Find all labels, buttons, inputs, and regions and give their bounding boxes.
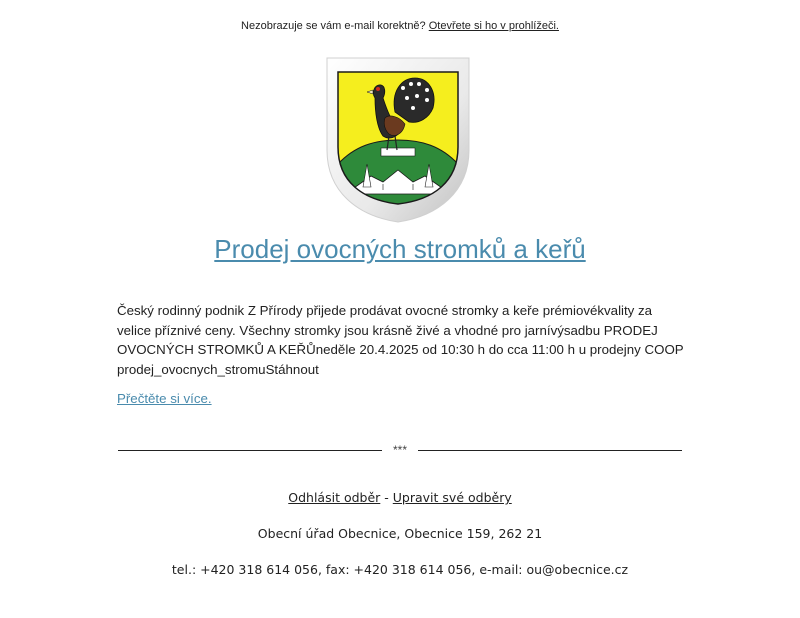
footer-address: Obecní úřad Obecnice, Obecnice 159, 262 21 <box>257 526 543 541</box>
section-divider <box>118 442 682 458</box>
footer-links <box>0 490 800 505</box>
divider-line-right <box>418 450 682 451</box>
preheader-text: Nezobrazuje se vám e-mail korektně? <box>241 20 429 32</box>
read-more-link[interactable]: Přečtěte si více. <box>117 391 212 406</box>
read-more <box>117 391 212 406</box>
article-title-link[interactable]: Prodej ovocných stromků a keřů <box>214 234 586 264</box>
municipal-coat-of-arms-icon <box>323 52 473 227</box>
divider-line-left <box>118 450 382 451</box>
unsubscribe-link[interactable]: Odhlásit odběr <box>288 490 381 505</box>
open-in-browser-link[interactable]: Otevřete si ho v prohlížeči. <box>428 20 559 32</box>
edit-subscriptions-link[interactable]: Upravit své odběry <box>392 490 512 505</box>
article-body: Český rodinný podnik Z Přírody přijede prodávat ovocné stromky a keře prémiovékvality za velice příznivé ceny. Všechny stromky jsou krásně živé a vhodné pro jarnívýsadbu PRODEJ OVOCNÝCH STROMKŮ A KEŘŮneděle 20.4.2025 od 10:30 h do cca 11:00 h u prodejny COOP prodej_ovocnych_stromuStáhnout <box>117 303 684 377</box>
footer-separator: - <box>384 490 393 505</box>
preheader <box>0 20 800 32</box>
divider-stars: *** <box>392 443 407 457</box>
footer-contact: tel.: +420 318 614 056, fax: +420 318 614 056, e-mail: ou@obecnice.cz <box>171 562 629 577</box>
article-title <box>0 234 800 265</box>
